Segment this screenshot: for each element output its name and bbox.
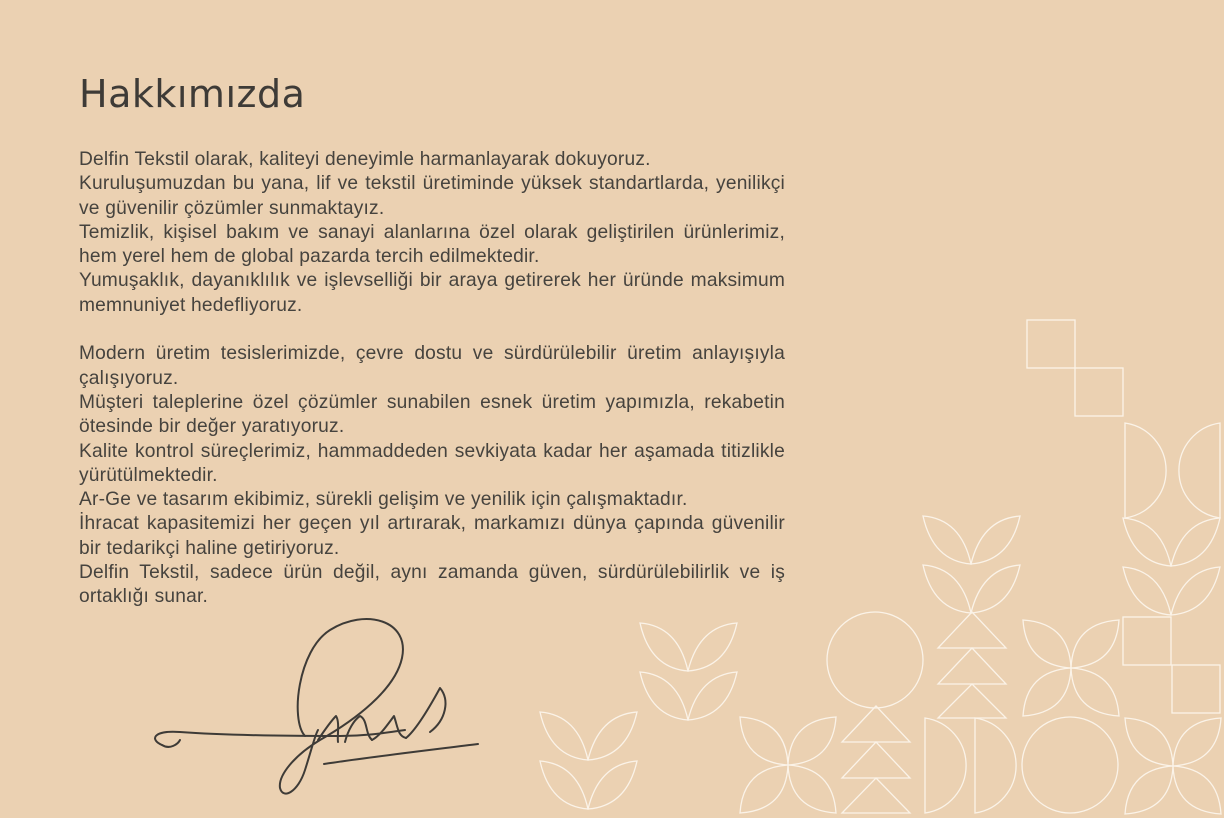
paragraph-line: Kalite kontrol süreçlerimiz, hammaddeden sevkiyata kadar her aşamada titizlikle yürütülmektedir. [79,440,785,486]
paragraph-line: İhracat kapasitemizi her geçen yıl artırarak, markamızı dünya çapında güvenilir bir tedarikçi haline getiriyoruz. [79,513,785,559]
paragraph-line: Temizlik, kişisel bakım ve sanayi alanlarına özel olarak geliştirilen ürünlerimiz, hem yerel hem de global pazarda tercih edilmektedir. [79,221,785,268]
paragraph-line: Delfin Tekstil, sadece ürün değil, aynı zamanda güven, sürdürülebilirlik ve iş ortaklığı sunar. [79,562,785,608]
paragraph-line: Delfin Tekstil olarak, kaliteyi deneyimle harmanlayarak dokuyoruz. [79,149,651,170]
paragraph-line: Müşteri taleplerine özel çözümler sunabilen esnek üretim yapımızla, rekabetin ötesinde bir değer yaratıyoruz. [79,391,785,438]
paragraph-line: Modern üretim tesislerimizde, çevre dostu ve sürdürülebilir üretim anlayışıyla çalışıyoruz. [79,343,785,389]
paragraph-line: Yumuşaklık, dayanıklılık ve işlevselliği bir araya getirerek her üründe maksimum memnuniyet hedefliyoruz. [79,270,785,316]
page-title: Hakkımızda [79,72,306,116]
paragraph-line: Kuruluşumuzdan bu yana, lif ve tekstil üretiminde yüksek standartlarda, yenilikçi ve güvenilir çözümler sunmaktayız. [79,173,785,219]
paragraph-line: Ar-Ge ve tasarım ekibimiz, sürekli gelişim ve yenilik için çalışmaktadır. [79,489,688,511]
